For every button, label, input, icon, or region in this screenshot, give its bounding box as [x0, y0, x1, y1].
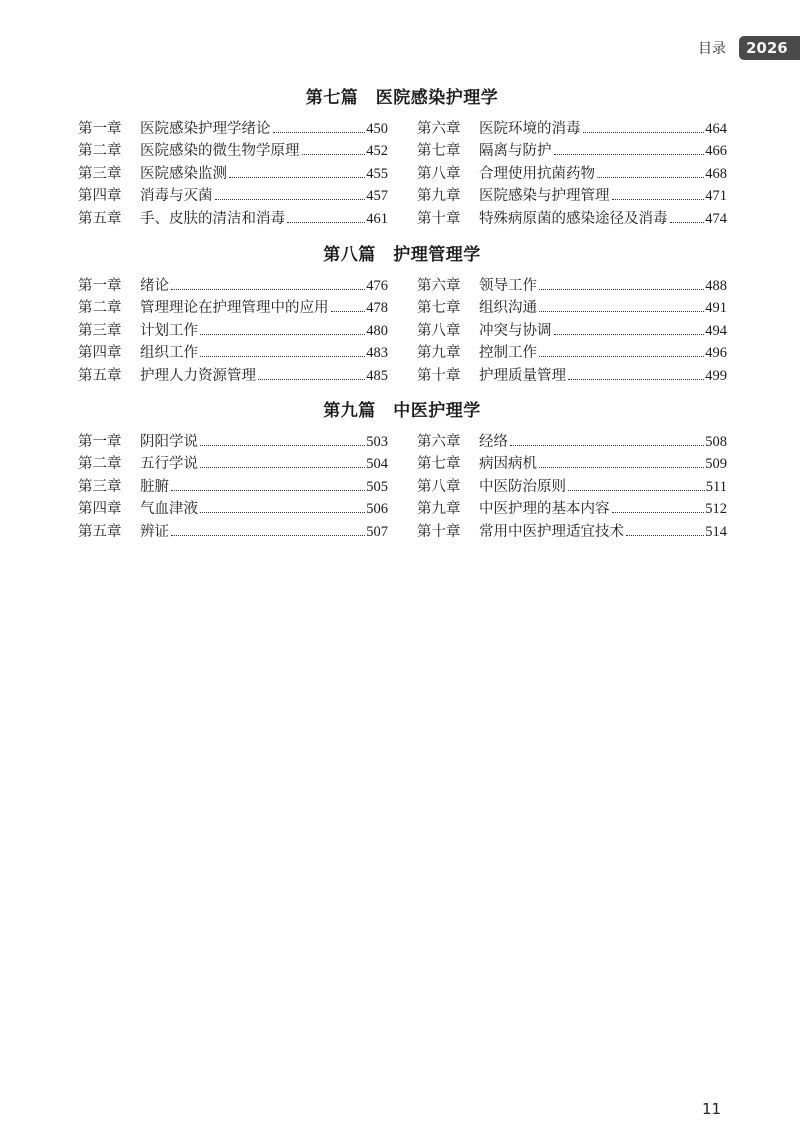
page-ref: 499	[705, 367, 727, 384]
toc-entry[interactable]	[78, 274, 388, 296]
chapter-title: 绪论	[140, 278, 169, 294]
dot-leader	[568, 379, 704, 380]
page-ref: 461	[366, 210, 388, 227]
toc-entry[interactable]	[78, 475, 388, 497]
chapter-number: 第九章	[417, 345, 461, 362]
chapter-number: 第四章	[78, 188, 122, 205]
chapter-title: 特殊病原菌的感染途径及消毒	[479, 210, 668, 227]
chapter-title: 领导工作	[479, 278, 537, 294]
chapter-list-right	[417, 117, 727, 229]
toc-entry[interactable]	[78, 296, 388, 318]
chapter-list-left	[78, 117, 388, 229]
page-ref: 474	[705, 210, 727, 227]
toc-entry[interactable]	[78, 162, 388, 184]
chapter-number: 第四章	[78, 501, 122, 518]
toc-entry[interactable]	[417, 319, 727, 341]
chapter-title: 控制工作	[479, 345, 537, 362]
section-title: 第七篇 医院感染护理学	[305, 88, 499, 108]
page-ref: 491	[705, 300, 727, 317]
dot-leader	[200, 512, 365, 513]
dot-leader	[171, 490, 365, 491]
chapter-number: 第五章	[78, 523, 122, 540]
dot-leader	[171, 535, 365, 536]
dot-leader	[200, 356, 365, 357]
chapter-title: 中医护理的基本内容	[479, 501, 610, 518]
chapter-title: 护理人力资源管理	[140, 367, 256, 384]
chapter-number: 第二章	[78, 300, 122, 317]
toc-entry[interactable]	[78, 430, 388, 452]
toc-entry[interactable]	[78, 319, 388, 341]
page-ref: 508	[705, 434, 727, 450]
section-title: 第八篇 护理管理学	[323, 245, 481, 265]
chapter-number: 第七章	[417, 143, 461, 160]
page-ref: 511	[705, 478, 727, 495]
chapter-number: 第二章	[78, 143, 122, 160]
chapter-number: 第六章	[417, 121, 461, 137]
dot-leader	[215, 199, 366, 200]
page-ref: 464	[705, 121, 727, 137]
chapter-number: 第六章	[417, 278, 461, 294]
page-ref: 483	[366, 345, 388, 362]
chapter-title: 手、皮肤的清洁和消毒	[140, 210, 285, 227]
chapter-title: 冲突与协调	[479, 322, 552, 339]
toc-entry[interactable]	[78, 117, 388, 139]
dot-leader	[302, 154, 366, 155]
dot-leader	[554, 334, 705, 335]
dot-leader	[539, 311, 704, 312]
chapter-number: 第三章	[78, 322, 122, 339]
toc-entry[interactable]	[417, 162, 727, 184]
toc-entry[interactable]	[417, 364, 727, 386]
chapter-title: 管理理论在护理管理中的应用	[140, 300, 329, 317]
page-ref: 507	[366, 523, 388, 540]
chapter-title: 消毒与灭菌	[140, 188, 213, 205]
page-ref: 450	[366, 121, 388, 137]
chapter-number: 第三章	[78, 478, 122, 495]
page-ref: 509	[705, 456, 727, 473]
toc-entry[interactable]	[78, 497, 388, 519]
toc-entry[interactable]	[417, 452, 727, 474]
toc-entry[interactable]	[78, 139, 388, 161]
section-9	[78, 399, 726, 542]
chapter-list-right	[417, 430, 727, 542]
chapter-number: 第八章	[417, 478, 461, 495]
toc-entry[interactable]	[417, 520, 727, 542]
chapter-title: 合理使用抗菌药物	[479, 165, 595, 182]
page-header	[0, 36, 800, 62]
dot-leader	[539, 289, 704, 290]
chapter-number: 第六章	[417, 434, 461, 450]
page-ref: 455	[366, 165, 388, 182]
toc-entry[interactable]	[78, 341, 388, 363]
chapter-list-right	[417, 274, 727, 386]
toc-entry[interactable]	[417, 341, 727, 363]
dot-leader	[273, 132, 366, 133]
toc-entry[interactable]	[417, 207, 727, 229]
dot-leader	[331, 311, 366, 312]
dot-leader	[670, 222, 705, 223]
chapter-number: 第三章	[78, 165, 122, 182]
page-ref: 505	[366, 478, 388, 495]
dot-leader	[597, 177, 704, 178]
dot-leader	[612, 199, 705, 200]
toc-entry[interactable]	[78, 364, 388, 386]
page-number: 11	[702, 1100, 722, 1118]
page-ref: 506	[366, 501, 388, 518]
toc-entry[interactable]	[417, 274, 727, 296]
chapter-title: 经络	[479, 434, 508, 450]
page-ref: 496	[705, 345, 727, 362]
dot-leader	[539, 467, 704, 468]
dot-leader	[568, 490, 705, 491]
toc-entry[interactable]	[417, 475, 727, 497]
chapter-title: 中医防治原则	[479, 478, 566, 495]
dot-leader	[171, 289, 365, 290]
dot-leader	[287, 222, 365, 223]
chapter-list-left	[78, 430, 388, 542]
page-ref: 476	[366, 278, 388, 294]
chapter-number: 第九章	[417, 501, 461, 518]
chapter-title: 辨证	[140, 523, 169, 540]
toc-entry[interactable]	[417, 430, 727, 452]
toc-entry[interactable]	[417, 117, 727, 139]
chapter-title: 五行学说	[140, 456, 198, 473]
chapter-title: 脏腑	[140, 478, 169, 495]
chapter-number: 第二章	[78, 456, 122, 473]
chapter-number: 第十章	[417, 210, 461, 227]
dot-leader	[200, 467, 365, 468]
dot-leader	[200, 334, 365, 335]
page-ref: 466	[705, 143, 727, 160]
page-ref: 485	[366, 367, 388, 384]
toc-entry[interactable]	[417, 139, 727, 161]
chapter-title: 组织沟通	[479, 300, 537, 317]
page-ref: 503	[366, 434, 388, 450]
chapter-number: 第五章	[78, 210, 122, 227]
toc-entry[interactable]	[417, 296, 727, 318]
chapter-title: 阴阳学说	[140, 434, 198, 450]
chapter-title: 常用中医护理适宜技术	[479, 523, 624, 540]
dot-leader	[229, 177, 365, 178]
page-ref: 480	[366, 322, 388, 339]
chapter-number: 第八章	[417, 165, 461, 182]
chapter-number: 第五章	[78, 367, 122, 384]
chapter-number: 第十章	[417, 367, 461, 384]
chapter-title: 组织工作	[140, 345, 198, 362]
toc-entry[interactable]	[417, 497, 727, 519]
chapter-title: 隔离与防护	[479, 143, 552, 160]
dot-leader	[583, 132, 705, 133]
page-ref: 504	[366, 456, 388, 473]
toc-entry[interactable]	[417, 184, 727, 206]
dot-leader	[258, 379, 365, 380]
header-title: 目录	[698, 41, 726, 57]
dot-leader	[612, 512, 705, 513]
dot-leader	[626, 535, 704, 536]
chapter-list-left	[78, 274, 388, 386]
page-ref: 494	[705, 322, 727, 339]
chapter-title: 医院感染监测	[140, 165, 227, 182]
section-title: 第九篇 中医护理学	[323, 401, 481, 421]
page-ref: 452	[366, 143, 388, 160]
chapter-title: 医院环境的消毒	[479, 121, 581, 137]
chapter-title: 医院感染护理学绪论	[140, 121, 271, 137]
section-7	[78, 86, 726, 229]
dot-leader	[554, 154, 705, 155]
chapter-number: 第一章	[78, 121, 122, 137]
chapter-number: 第八章	[417, 322, 461, 339]
page-ref: 478	[366, 300, 388, 317]
chapter-number: 第四章	[78, 345, 122, 362]
chapter-title: 护理质量管理	[479, 367, 566, 384]
chapter-number: 第七章	[417, 456, 461, 473]
year-badge: 2026	[739, 36, 800, 60]
dot-leader	[200, 445, 365, 446]
page-ref: 512	[705, 501, 727, 518]
chapter-title: 计划工作	[140, 322, 198, 339]
page-ref: 468	[705, 165, 727, 182]
chapter-title: 气血津液	[140, 501, 198, 518]
chapter-title: 医院感染与护理管理	[479, 188, 610, 205]
section-8	[78, 243, 726, 386]
page-ref: 457	[366, 188, 388, 205]
toc-entry[interactable]	[78, 520, 388, 542]
chapter-title: 医院感染的微生物学原理	[140, 143, 300, 160]
chapter-number: 第十章	[417, 523, 461, 540]
page-ref: 471	[705, 188, 727, 205]
chapter-number: 第九章	[417, 188, 461, 205]
dot-leader	[539, 356, 704, 357]
toc-entry[interactable]	[78, 452, 388, 474]
page-ref: 488	[705, 278, 727, 294]
toc-entry[interactable]	[78, 184, 388, 206]
dot-leader	[510, 445, 704, 446]
chapter-title: 病因病机	[479, 456, 537, 473]
chapter-number: 第一章	[78, 434, 122, 450]
chapter-number: 第一章	[78, 278, 122, 294]
page-ref: 514	[705, 523, 727, 540]
toc-entry[interactable]	[78, 207, 388, 229]
chapter-number: 第七章	[417, 300, 461, 317]
